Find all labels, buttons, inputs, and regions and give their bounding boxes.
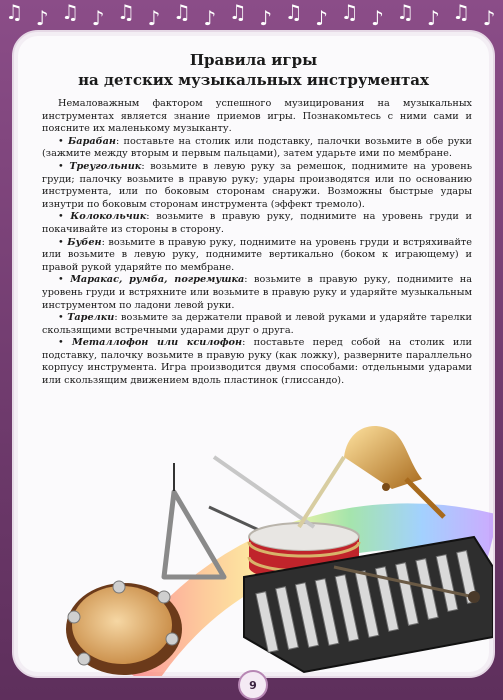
rule-paragraph: • Колокольчик: возьмите в правую руку, поднимите на уровень груди и покачивайте из стороны в сторону. <box>42 211 473 235</box>
rule-text: : поставьте перед собой на столик или подставку, палочку возьмите в правую руку (как ложку), разверните параллельно корпусу инструмента. Игра производится двумя способами: отдельными ударами или скользящим движением вдоль пластинок (глиссандо). <box>42 337 473 387</box>
music-notes-border <box>0 0 503 30</box>
tambourine-icon <box>66 581 182 675</box>
rule-term: Колокольчик <box>70 211 147 223</box>
title-line-1: Правила игры <box>189 51 318 69</box>
rule-term: Тарелки <box>67 312 115 324</box>
note-icon: ♪ <box>426 6 442 30</box>
rule-term: Барабан <box>68 135 116 147</box>
rule-text: : возьмите за держатели правой и левой руками и ударяйте тарелки скользящими встречными ударами друг о друга. <box>42 312 472 336</box>
bell-icon <box>344 426 444 517</box>
rule-paragraph: • Треугольник: возьмите в левую руку за ремешок, поднимите на уровень груди; палочку возьмите в правую руку; удары производятся или по основанию инструмента, или по боковым сторонам снаружи. Возможны быстрые удары изнутри по боковым сторонам инструмента (эффект тремоло). <box>42 160 472 210</box>
note-icon: ♫ <box>61 0 82 24</box>
note-icon: ♪ <box>35 6 51 30</box>
page-number: 9 <box>238 670 268 700</box>
rule-term: Бубен <box>67 236 102 248</box>
note-icon: ♫ <box>452 0 473 24</box>
rule-term: Треугольник <box>69 160 142 172</box>
note-icon: ♫ <box>340 0 361 24</box>
rule-term: Маракас, румба, погремушка <box>70 274 245 286</box>
content-card <box>12 30 495 678</box>
title-line-2: на детских музыкальных инструментах <box>78 71 429 89</box>
note-icon: ♪ <box>315 6 330 30</box>
note-icon: ♫ <box>228 0 249 24</box>
intro-paragraph: Немаловажным фактором успешного музицирования на музыкальных инструментах является знание приемов игры. Познакомьтесь с ними сами и поясните их маленькому музыканту. <box>42 98 472 135</box>
rule-text: : возьмите в правую руку, поднимите на уровень груди и покачивайте из стороны в сторону. <box>42 211 473 235</box>
rule-paragraph: • Тарелки: возьмите за держатели правой и левой руками и ударяйте тарелки скользящими встречными ударами друг о друга. <box>42 312 472 336</box>
rule-term: Металлофон или ксилофон <box>72 337 243 349</box>
page-title <box>14 50 493 90</box>
note-icon: ♫ <box>172 0 193 24</box>
rule-text: : возьмите в правую руку, поднимите на уровень груди и встряхните или возьмите в правую руку и ударяйте музыкальным инструментом по ладони левой руки. <box>42 274 472 311</box>
rule-paragraph: • Барабан: поставьте на столик или подставку, палочки возьмите в обе руки (зажмите между вторым и первым пальцами), затем ударьте ими по мембране. <box>42 135 472 160</box>
note-icon: ♪ <box>147 6 163 30</box>
note-icon: ♪ <box>482 6 498 30</box>
rule-text: : возьмите в левую руку за ремешок, поднимите на уровень груди; палочку возьмите в правую руку; удары производятся или по основанию инструмента, или по боковым сторонам снаружи. Возможны быстрые удары изнутри по боковым сторонам инструмента (эффект тремоло). <box>42 160 472 210</box>
rule-paragraph: • Бубен: возьмите в правую руку, поднимите на уровень груди и встряхивайте или возьмите в левую руку, поднимите вертикально (боком к играющему) и правой рукой ударяйте по мембране. <box>42 236 472 273</box>
note-icon: ♫ <box>396 0 417 24</box>
rule-paragraph: • Маракас, румба, погремушка: возьмите в правую руку, поднимите на уровень груди и встряхните или возьмите в правую руку и ударяйте музыкальным инструментом по ладони левой руки. <box>42 274 472 311</box>
note-icon: ♪ <box>259 6 274 30</box>
rule-text: : возьмите в правую руку, поднимите на уровень груди и встряхивайте или возьмите в левую руку, поднимите вертикально (боком к играющему) и правой рукой ударяйте по мембране. <box>42 236 472 273</box>
rule-text: : поставьте на столик или подставку, палочки возьмите в обе руки (зажмите между вторым и первым пальцами), затем ударьте ими по мембране. <box>42 135 472 160</box>
note-icon: ♫ <box>117 0 137 24</box>
rules-text <box>42 98 472 388</box>
instruments-illustration <box>14 387 493 676</box>
rule-paragraph: • Металлофон или ксилофон: поставьте перед собой на столик или подставку, палочку возьмите в правую руку (как ложку), разверните параллельно корпусу инструмента. Игра производится двумя способами: отдельными ударами или скользящим движением вдоль пластинок (глиссандо). <box>42 337 473 387</box>
note-icon: ♫ <box>284 0 305 24</box>
note-icon: ♪ <box>91 6 107 30</box>
note-icon: ♪ <box>370 6 386 30</box>
note-icon: ♪ <box>203 6 219 30</box>
note-icon: ♫ <box>5 0 26 24</box>
